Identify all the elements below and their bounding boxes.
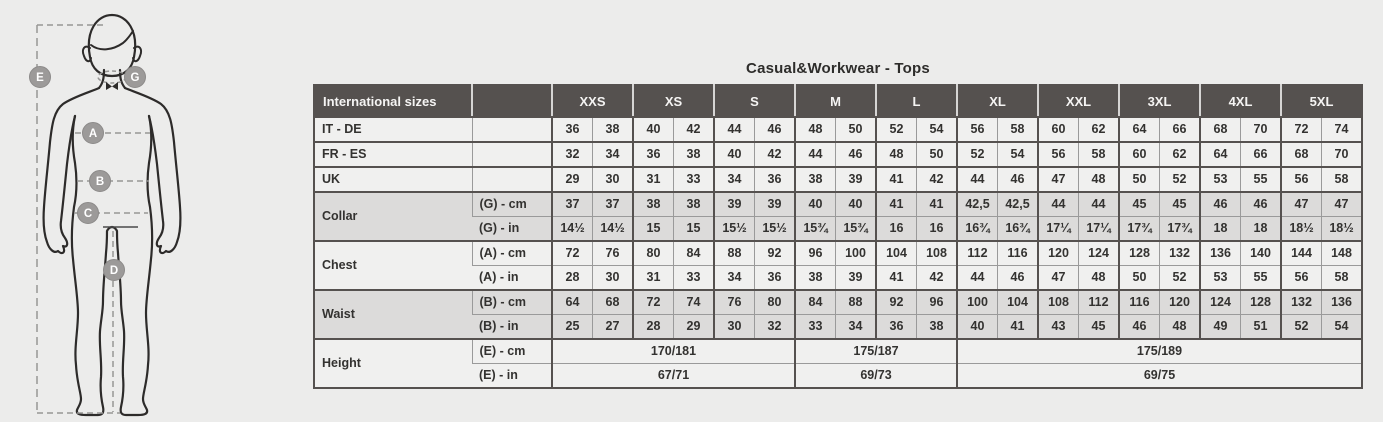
size-cell: 112	[1079, 290, 1120, 315]
size-cell: 62	[1079, 117, 1120, 142]
size-cell: 38	[674, 192, 715, 217]
size-cell: 84	[674, 241, 715, 266]
size-cell: 104	[876, 241, 917, 266]
size-cell: 58	[998, 117, 1039, 142]
row-sub-label	[472, 117, 552, 142]
size-cell: 72	[633, 290, 674, 315]
size-cell: 34	[836, 315, 877, 340]
row-group-label: Chest	[314, 241, 472, 290]
size-cell: 47	[1322, 192, 1363, 217]
size-cell: 34	[714, 266, 755, 291]
row-group-label: IT - DE	[314, 117, 472, 142]
size-cell: 38	[674, 142, 715, 167]
size-cell: 18½	[1322, 217, 1363, 242]
size-cell: 68	[1281, 142, 1322, 167]
size-cell: 80	[633, 241, 674, 266]
body-left-half	[44, 70, 112, 415]
size-cell: 42	[755, 142, 796, 167]
header-size-l: L	[876, 85, 957, 117]
head-outline	[89, 15, 135, 76]
size-cell: 144	[1281, 241, 1322, 266]
size-cell: 76	[714, 290, 755, 315]
size-cell: 124	[1079, 241, 1120, 266]
table-row	[314, 192, 1362, 217]
size-cell: 18	[1241, 217, 1282, 242]
header-size-3xl: 3XL	[1119, 85, 1200, 117]
size-cell: 46	[1119, 315, 1160, 340]
size-cell: 41	[998, 315, 1039, 340]
size-cell: 76	[593, 241, 634, 266]
size-cell: 31	[633, 167, 674, 192]
size-cell: 100	[836, 241, 877, 266]
size-cell: 44	[957, 266, 998, 291]
size-cell: 30	[593, 167, 634, 192]
size-cell: 48	[1079, 266, 1120, 291]
badge-hip	[78, 203, 99, 224]
row-sub-label: (G) - cm	[472, 192, 552, 217]
size-cell: 64	[552, 290, 593, 315]
size-cell: 40	[836, 192, 877, 217]
size-cell: 15	[633, 217, 674, 242]
size-cell: 50	[917, 142, 958, 167]
size-cell: 124	[1200, 290, 1241, 315]
size-cell: 53	[1200, 266, 1241, 291]
row-group-label: Collar	[314, 192, 472, 241]
size-cell: 48	[1079, 167, 1120, 192]
body-measurement-diagram	[0, 0, 200, 422]
size-cell: 29	[674, 315, 715, 340]
size-cell: 136	[1200, 241, 1241, 266]
size-cell: 33	[674, 266, 715, 291]
header-empty-cell	[472, 85, 552, 117]
table-row	[314, 217, 1362, 242]
size-cell: 47	[1038, 167, 1079, 192]
size-cell: 58	[1322, 266, 1363, 291]
table-title: Casual&Workwear - Tops	[746, 60, 930, 77]
size-cell: 18½	[1281, 217, 1322, 242]
size-cell: 148	[1322, 241, 1363, 266]
size-cell: 42,5	[957, 192, 998, 217]
row-group-label: UK	[314, 167, 472, 192]
badge-hip-letter: C	[83, 208, 93, 220]
header-size-s: S	[714, 85, 795, 117]
size-cell: 16¾	[998, 217, 1039, 242]
size-cell: 27	[593, 315, 634, 340]
badge-inseam-letter: D	[109, 265, 119, 277]
size-cell: 175/189	[957, 339, 1362, 364]
size-cell: 116	[998, 241, 1039, 266]
size-cell: 39	[836, 167, 877, 192]
badge-waist	[90, 171, 111, 192]
size-cell: 15½	[755, 217, 796, 242]
size-cell: 100	[957, 290, 998, 315]
size-cell: 34	[714, 167, 755, 192]
size-cell: 170/181	[552, 339, 795, 364]
size-cell: 51	[1241, 315, 1282, 340]
size-cell: 36	[876, 315, 917, 340]
size-cell: 41	[917, 192, 958, 217]
size-cell: 28	[633, 315, 674, 340]
size-cell: 52	[1160, 167, 1201, 192]
header-size-4xl: 4XL	[1200, 85, 1281, 117]
size-cell: 46	[1200, 192, 1241, 217]
size-cell: 17¾	[1119, 217, 1160, 242]
header-size-m: M	[795, 85, 876, 117]
table-row	[314, 364, 1362, 389]
size-cell: 48	[795, 117, 836, 142]
size-cell: 39	[755, 192, 796, 217]
size-table-section	[313, 60, 1363, 389]
table-row	[314, 290, 1362, 315]
size-cell: 64	[1200, 142, 1241, 167]
size-cell: 15¾	[795, 217, 836, 242]
size-cell: 70	[1241, 117, 1282, 142]
size-cell: 140	[1241, 241, 1282, 266]
size-cell: 136	[1322, 290, 1363, 315]
header-size-xs: XS	[633, 85, 714, 117]
size-cell: 30	[593, 266, 634, 291]
size-cell: 42	[917, 167, 958, 192]
size-cell: 40	[633, 117, 674, 142]
size-cell: 28	[552, 266, 593, 291]
hair-line	[91, 31, 133, 49]
row-group-label: Waist	[314, 290, 472, 339]
size-cell: 47	[1281, 192, 1322, 217]
size-cell: 58	[1322, 167, 1363, 192]
size-cell: 42,5	[998, 192, 1039, 217]
size-cell: 47	[1038, 266, 1079, 291]
size-cell: 41	[876, 167, 917, 192]
size-cell: 17¾	[1160, 217, 1201, 242]
size-cell: 14½	[552, 217, 593, 242]
size-cell: 53	[1200, 167, 1241, 192]
size-cell: 96	[917, 290, 958, 315]
size-cell: 16	[917, 217, 958, 242]
size-cell: 50	[836, 117, 877, 142]
badge-inseam	[104, 260, 125, 281]
size-cell: 38	[795, 266, 836, 291]
body-outline	[44, 15, 181, 415]
row-group-label: FR - ES	[314, 142, 472, 167]
row-sub-label	[472, 167, 552, 192]
size-cell: 116	[1119, 290, 1160, 315]
size-cell: 92	[755, 241, 796, 266]
size-cell: 37	[552, 192, 593, 217]
size-cell: 33	[795, 315, 836, 340]
table-header-row	[314, 85, 1362, 117]
size-cell: 44	[957, 167, 998, 192]
size-cell: 70	[1322, 142, 1363, 167]
size-cell: 17¼	[1038, 217, 1079, 242]
size-cell: 55	[1241, 266, 1282, 291]
table-row	[314, 117, 1362, 142]
size-cell: 52	[876, 117, 917, 142]
size-table	[313, 84, 1363, 389]
body-right-half	[109, 70, 180, 415]
size-cell: 29	[552, 167, 593, 192]
size-cell: 60	[1119, 142, 1160, 167]
size-cell: 30	[714, 315, 755, 340]
size-cell: 33	[674, 167, 715, 192]
size-cell: 66	[1241, 142, 1282, 167]
table-row	[314, 339, 1362, 364]
size-cell: 62	[1160, 142, 1201, 167]
size-cell: 96	[795, 241, 836, 266]
size-cell: 68	[1200, 117, 1241, 142]
size-cell: 69/73	[795, 364, 957, 389]
size-cell: 46	[1241, 192, 1282, 217]
table-row	[314, 167, 1362, 192]
size-cell: 67/71	[552, 364, 795, 389]
size-cell: 48	[876, 142, 917, 167]
size-cell: 46	[755, 117, 796, 142]
size-cell: 72	[1281, 117, 1322, 142]
size-cell: 120	[1038, 241, 1079, 266]
size-cell: 68	[593, 290, 634, 315]
size-cell: 54	[917, 117, 958, 142]
size-cell: 112	[957, 241, 998, 266]
row-sub-label	[472, 142, 552, 167]
header-international-sizes: International sizes	[314, 85, 472, 117]
size-cell: 16	[876, 217, 917, 242]
badge-height	[30, 67, 51, 88]
badge-height-letter: E	[36, 72, 44, 84]
size-cell: 80	[755, 290, 796, 315]
size-cell: 120	[1160, 290, 1201, 315]
header-size-5xl: 5XL	[1281, 85, 1362, 117]
row-sub-label: (B) - cm	[472, 290, 552, 315]
size-cell: 38	[795, 167, 836, 192]
size-cell: 88	[836, 290, 877, 315]
header-size-xl: XL	[957, 85, 1038, 117]
row-sub-label: (E) - cm	[472, 339, 552, 364]
size-cell: 44	[795, 142, 836, 167]
size-cell: 128	[1241, 290, 1282, 315]
size-cell: 132	[1160, 241, 1201, 266]
size-cell: 48	[1160, 315, 1201, 340]
size-cell: 64	[1119, 117, 1160, 142]
size-cell: 66	[1160, 117, 1201, 142]
size-cell: 45	[1079, 315, 1120, 340]
size-cell: 45	[1160, 192, 1201, 217]
size-cell: 40	[957, 315, 998, 340]
size-cell: 60	[1038, 117, 1079, 142]
size-cell: 56	[1281, 266, 1322, 291]
size-cell: 46	[998, 266, 1039, 291]
size-cell: 84	[795, 290, 836, 315]
size-cell: 74	[1322, 117, 1363, 142]
row-sub-label: (G) - in	[472, 217, 552, 242]
size-cell: 15½	[714, 217, 755, 242]
size-cell: 175/187	[795, 339, 957, 364]
size-cell: 25	[552, 315, 593, 340]
row-group-label: Height	[314, 339, 472, 388]
size-cell: 104	[998, 290, 1039, 315]
size-cell: 34	[593, 142, 634, 167]
size-cell: 40	[795, 192, 836, 217]
size-cell: 38	[593, 117, 634, 142]
size-cell: 128	[1119, 241, 1160, 266]
header-size-xxl: XXL	[1038, 85, 1119, 117]
size-cell: 54	[1322, 315, 1363, 340]
size-cell: 44	[1038, 192, 1079, 217]
size-cell: 108	[1038, 290, 1079, 315]
row-sub-label: (A) - cm	[472, 241, 552, 266]
badge-waist-letter: B	[95, 176, 105, 188]
size-cell: 42	[917, 266, 958, 291]
size-cell: 39	[836, 266, 877, 291]
size-cell: 56	[957, 117, 998, 142]
size-cell: 39	[714, 192, 755, 217]
size-cell: 108	[917, 241, 958, 266]
size-cell: 49	[1200, 315, 1241, 340]
size-cell: 50	[1119, 167, 1160, 192]
badge-collar-letter: G	[130, 72, 140, 84]
row-sub-label: (A) - in	[472, 266, 552, 291]
size-cell: 32	[755, 315, 796, 340]
size-cell: 44	[1079, 192, 1120, 217]
size-cell: 45	[1119, 192, 1160, 217]
size-cell: 88	[714, 241, 755, 266]
size-cell: 36	[552, 117, 593, 142]
size-cell: 40	[714, 142, 755, 167]
size-cell: 54	[998, 142, 1039, 167]
table-row	[314, 315, 1362, 340]
size-cell: 42	[674, 117, 715, 142]
header-size-xxs: XXS	[552, 85, 633, 117]
row-sub-label: (B) - in	[472, 315, 552, 340]
size-cell: 52	[957, 142, 998, 167]
size-cell: 132	[1281, 290, 1322, 315]
size-cell: 56	[1038, 142, 1079, 167]
size-cell: 36	[633, 142, 674, 167]
size-cell: 18	[1200, 217, 1241, 242]
table-row	[314, 142, 1362, 167]
size-cell: 74	[674, 290, 715, 315]
size-cell: 41	[876, 192, 917, 217]
size-cell: 15	[674, 217, 715, 242]
size-cell: 56	[1281, 167, 1322, 192]
badge-chest	[83, 123, 104, 144]
size-cell: 37	[593, 192, 634, 217]
size-cell: 50	[1119, 266, 1160, 291]
size-cell: 17¼	[1079, 217, 1120, 242]
size-cell: 15¾	[836, 217, 877, 242]
size-cell: 46	[998, 167, 1039, 192]
size-cell: 92	[876, 290, 917, 315]
size-cell: 41	[876, 266, 917, 291]
size-cell: 14½	[593, 217, 634, 242]
badge-collar	[125, 67, 146, 88]
size-cell: 52	[1281, 315, 1322, 340]
size-cell: 38	[917, 315, 958, 340]
size-cell: 16¾	[957, 217, 998, 242]
size-cell: 44	[714, 117, 755, 142]
size-cell: 32	[552, 142, 593, 167]
size-cell: 43	[1038, 315, 1079, 340]
row-sub-label: (E) - in	[472, 364, 552, 389]
size-cell: 31	[633, 266, 674, 291]
size-cell: 55	[1241, 167, 1282, 192]
size-cell: 38	[633, 192, 674, 217]
size-cell: 69/75	[957, 364, 1362, 389]
size-cell: 58	[1079, 142, 1120, 167]
table-row	[314, 241, 1362, 266]
size-cell: 52	[1160, 266, 1201, 291]
size-cell: 72	[552, 241, 593, 266]
size-cell: 36	[755, 167, 796, 192]
size-cell: 36	[755, 266, 796, 291]
table-row	[314, 266, 1362, 291]
badge-chest-letter: A	[88, 128, 98, 140]
size-cell: 46	[836, 142, 877, 167]
